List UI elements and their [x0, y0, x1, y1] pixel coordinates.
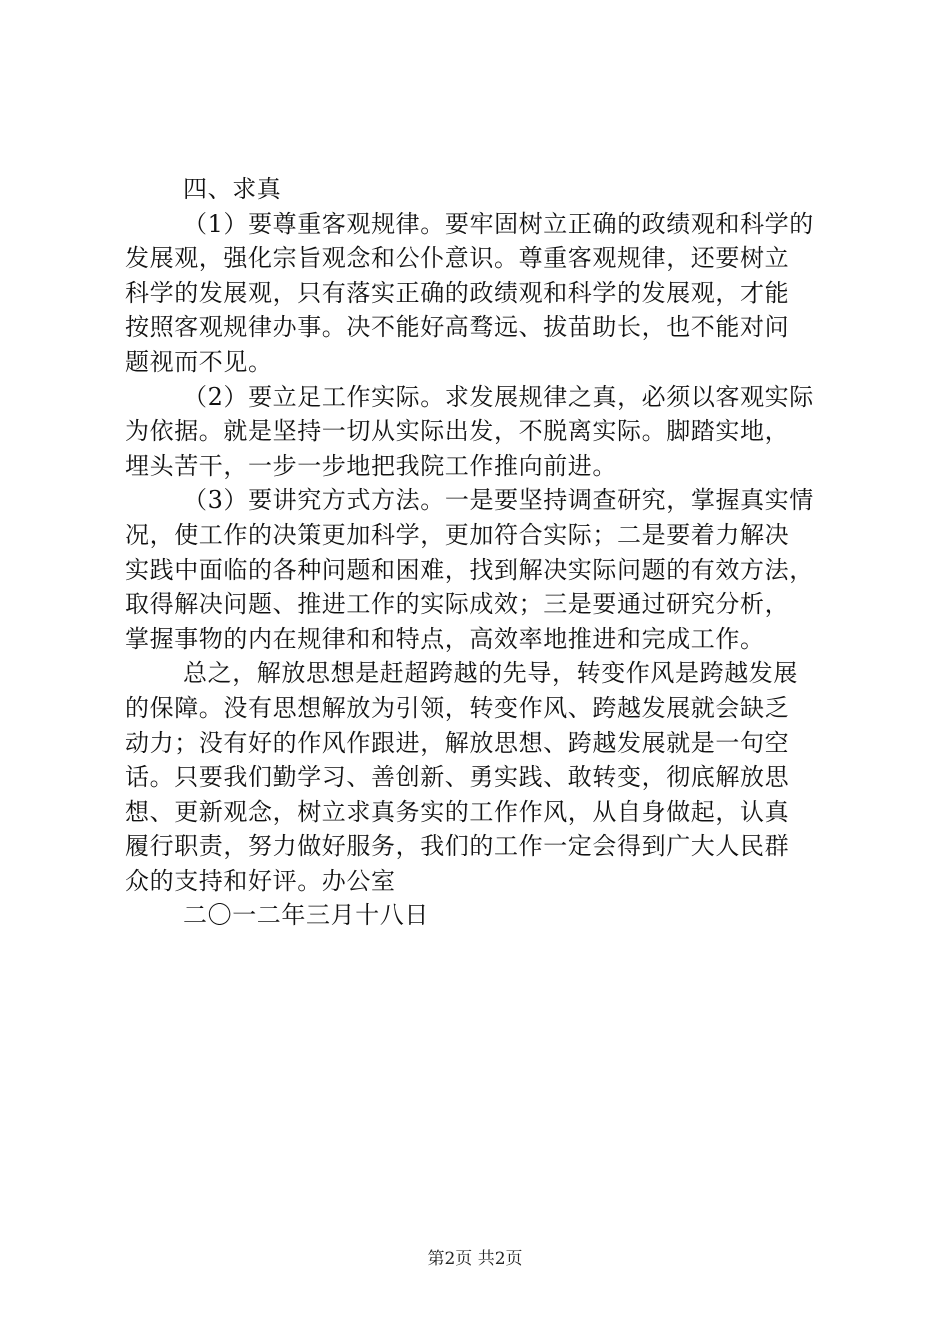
text-line: 四、求真: [183, 175, 282, 203]
text-line: 想、更新观念，树立求真务实的工作作风，从自身做起，认真: [125, 797, 790, 826]
text-line: 动力；没有好的作风作跟进，解放思想、跨越发展就是一句空: [125, 728, 790, 757]
text-line: （3）要讲究方式方法。一是要坚持调查研究，掌握真实情: [183, 486, 814, 515]
text-line: 总之，解放思想是赶超跨越的先导，转变作风是跨越发展: [183, 659, 798, 688]
text-line: 科学的发展观，只有落实正确的政绩观和科学的发展观，才能: [125, 278, 790, 307]
text-line: 掌握事物的内在规律和和特点，高效率地推进和完成工作。: [125, 624, 765, 653]
text-line: （2）要立足工作实际。求发展规律之真，必须以客观实际: [183, 382, 814, 411]
text-line: （1）要尊重客观规律。要牢固树立正确的政绩观和科学的: [183, 209, 814, 238]
text-line: 话。只要我们勤学习、善创新、勇实践、敢转变，彻底解放思: [125, 763, 790, 792]
text-line: 二〇一二年三月十八日: [183, 901, 429, 930]
text-line: 题视而不见。: [125, 347, 273, 376]
text-line: 履行职责，努力做好服务，我们的工作一定会得到广大人民群: [125, 832, 790, 861]
text-line: 发展观，强化宗旨观念和公仆意识。尊重客观规律，还要树立: [125, 244, 790, 273]
text-line: 埋头苦干，一步一步地把我院工作推向前进。: [125, 451, 617, 480]
text-line: 众的支持和好评。办公室: [125, 866, 396, 895]
text-line: 的保障。没有思想解放为引领，转变作风、跨越发展就会缺乏: [125, 693, 790, 722]
text-line: 取得解决问题、推进工作的实际成效；三是要通过研究分析，: [125, 590, 790, 619]
text-line: 实践中面临的各种问题和困难，找到解决实际问题的有效方法，: [125, 555, 814, 584]
document-body: [125, 172, 835, 933]
text-line: 况，使工作的决策更加科学，更加符合实际；二是要着力解决: [125, 520, 790, 549]
text-line: 为依据。就是坚持一切从实际出发，不脱离实际。脚踏实地，: [125, 417, 790, 446]
page-footer: 第2页 共2页: [427, 1249, 523, 1269]
text-line: 按照客观规律办事。决不能好高骛远、拔苗助长，也不能对问: [125, 313, 790, 342]
